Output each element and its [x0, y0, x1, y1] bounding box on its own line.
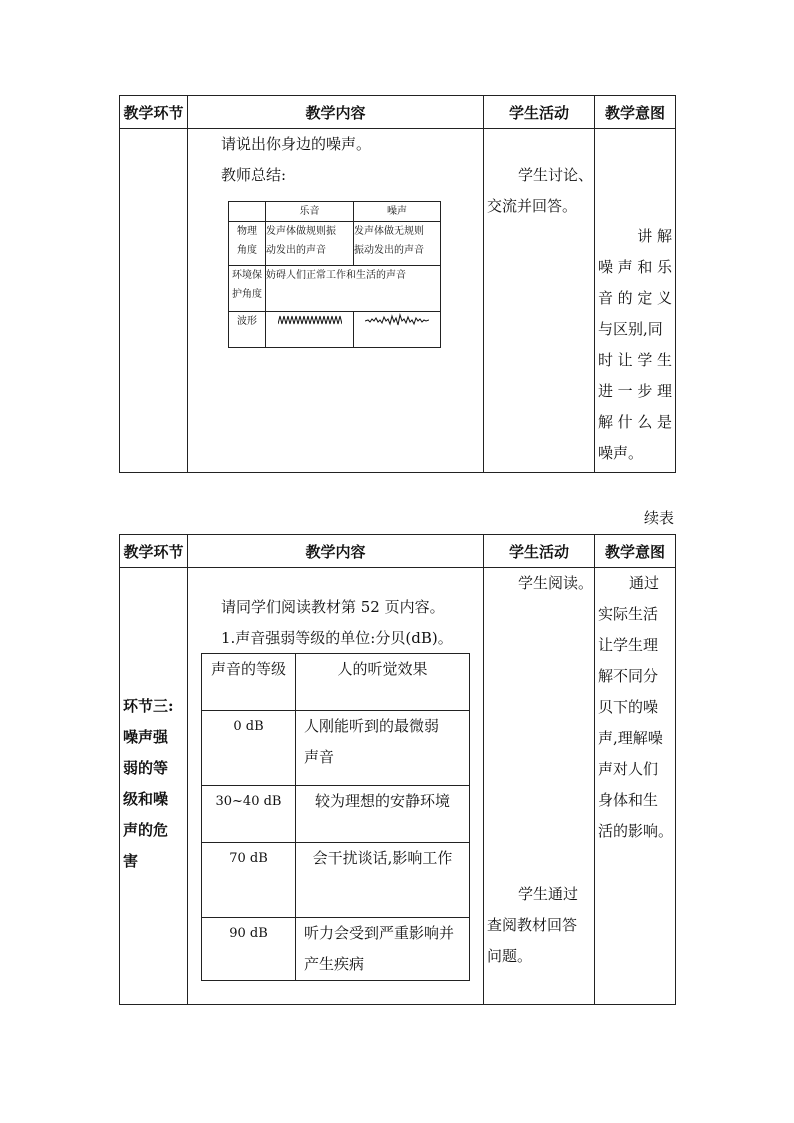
- activity-cell: [484, 568, 595, 1005]
- cell-text: 发声体做无规则: [354, 226, 424, 237]
- intent-line: 音的定义: [598, 289, 672, 307]
- stage-cell: [120, 568, 188, 1005]
- intent-line: 通过: [629, 574, 660, 592]
- content-line: 请同学们阅读教材第 52 页内容。: [221, 598, 445, 616]
- stage-line: 噪声强: [123, 728, 169, 746]
- stage-line: 声的危: [123, 821, 169, 839]
- stage-line: 环节三:: [123, 697, 174, 715]
- col-header-music: 乐音: [266, 202, 354, 222]
- stage-line: 级和噪: [123, 790, 169, 808]
- intent-line: 身体和生: [598, 791, 659, 809]
- activity-line: 学生通过: [518, 885, 579, 903]
- intent-cell: [595, 129, 676, 473]
- content-line: 请说出你身边的噪声。: [221, 135, 372, 153]
- cell-text: 妨碍人们正常工作和生活的声音: [266, 266, 441, 312]
- intent-line: 噪声和乐: [598, 258, 672, 276]
- header-sound-level: 声音的等级: [202, 654, 296, 711]
- level-value: 0 dB: [202, 711, 296, 786]
- intent-line: 声对人们: [598, 760, 659, 778]
- intent-line: 解什么是: [598, 413, 672, 431]
- col-header-noise: 噪声: [354, 202, 441, 222]
- header-intent: 教学意图: [595, 535, 676, 568]
- activity-line: 问题。: [487, 947, 533, 965]
- noise-waveform: [354, 312, 441, 348]
- irregular-wave-icon: [365, 312, 429, 328]
- row-label: 环境保: [232, 270, 262, 281]
- cell-text: 发声体做规则振: [266, 226, 336, 237]
- effect-line: 声音: [304, 748, 335, 766]
- regular-wave-icon: [278, 312, 342, 328]
- lesson-table-2: [119, 534, 676, 1005]
- header-activity: 学生活动: [484, 96, 595, 129]
- content-line: 教师总结:: [221, 166, 287, 184]
- content-cell: [188, 129, 484, 473]
- header-stage: 教学环节: [120, 96, 188, 129]
- content-line: 1.声音强弱等级的单位:分贝(dB)。: [221, 629, 453, 647]
- content-cell: [188, 568, 484, 1005]
- row-label: 波形: [229, 312, 266, 348]
- sound-level-table: [201, 653, 470, 981]
- header-intent: 教学意图: [595, 96, 676, 129]
- row-label: 护角度: [232, 289, 262, 300]
- header-stage: 教学环节: [120, 535, 188, 568]
- lesson-table-1: [119, 95, 676, 473]
- intent-cell: [595, 568, 676, 1005]
- activity-cell: [484, 129, 595, 473]
- intent-line: 进一步理: [598, 382, 672, 400]
- row-label: 角度: [237, 245, 257, 256]
- stage-cell: [120, 129, 188, 473]
- stage-line: 弱的等: [123, 759, 169, 777]
- level-value: 90 dB: [202, 918, 296, 981]
- stage-line: 害: [123, 852, 139, 870]
- intent-line: 讲 解: [637, 227, 672, 245]
- header-hearing-effect: 人的听觉效果: [296, 654, 470, 711]
- continue-label: 续表: [643, 509, 674, 527]
- cell-text: 振动发出的声音: [354, 245, 424, 256]
- intent-line: 噪声。: [598, 444, 644, 462]
- level-value: 30~40 dB: [202, 786, 296, 843]
- header-activity: 学生活动: [484, 535, 595, 568]
- row-label: 物理: [237, 226, 257, 237]
- intent-line: 让学生理: [598, 636, 659, 654]
- activity-line: 学生阅读。: [518, 574, 594, 592]
- effect-line: 会干扰谈话,影响工作: [296, 843, 470, 918]
- music-noise-table: [228, 201, 441, 348]
- activity-line: 交流并回答。: [487, 197, 578, 215]
- intent-line: 贝下的噪: [598, 698, 659, 716]
- intent-line: 声,理解噪: [598, 729, 663, 747]
- effect-line: 产生疾病: [304, 955, 365, 973]
- intent-line: 活的影响。: [598, 822, 674, 840]
- intent-line: 时让学生: [598, 351, 672, 369]
- header-content: 教学内容: [188, 96, 484, 129]
- level-value: 70 dB: [202, 843, 296, 918]
- effect-line: 人刚能听到的最微弱: [304, 717, 440, 735]
- cell-text: 动发出的声音: [266, 245, 326, 256]
- header-content: 教学内容: [188, 535, 484, 568]
- effect-line: 听力会受到严重影响并: [304, 924, 455, 942]
- activity-line: 查阅教材回答: [487, 916, 578, 934]
- effect-line: 较为理想的安静环境: [296, 786, 470, 843]
- intent-line: 解不同分: [598, 667, 659, 685]
- intent-line: 实际生活: [598, 605, 659, 623]
- music-waveform: [266, 312, 354, 348]
- intent-line: 与区别,同: [598, 320, 663, 338]
- activity-line: 学生讨论、: [518, 166, 594, 184]
